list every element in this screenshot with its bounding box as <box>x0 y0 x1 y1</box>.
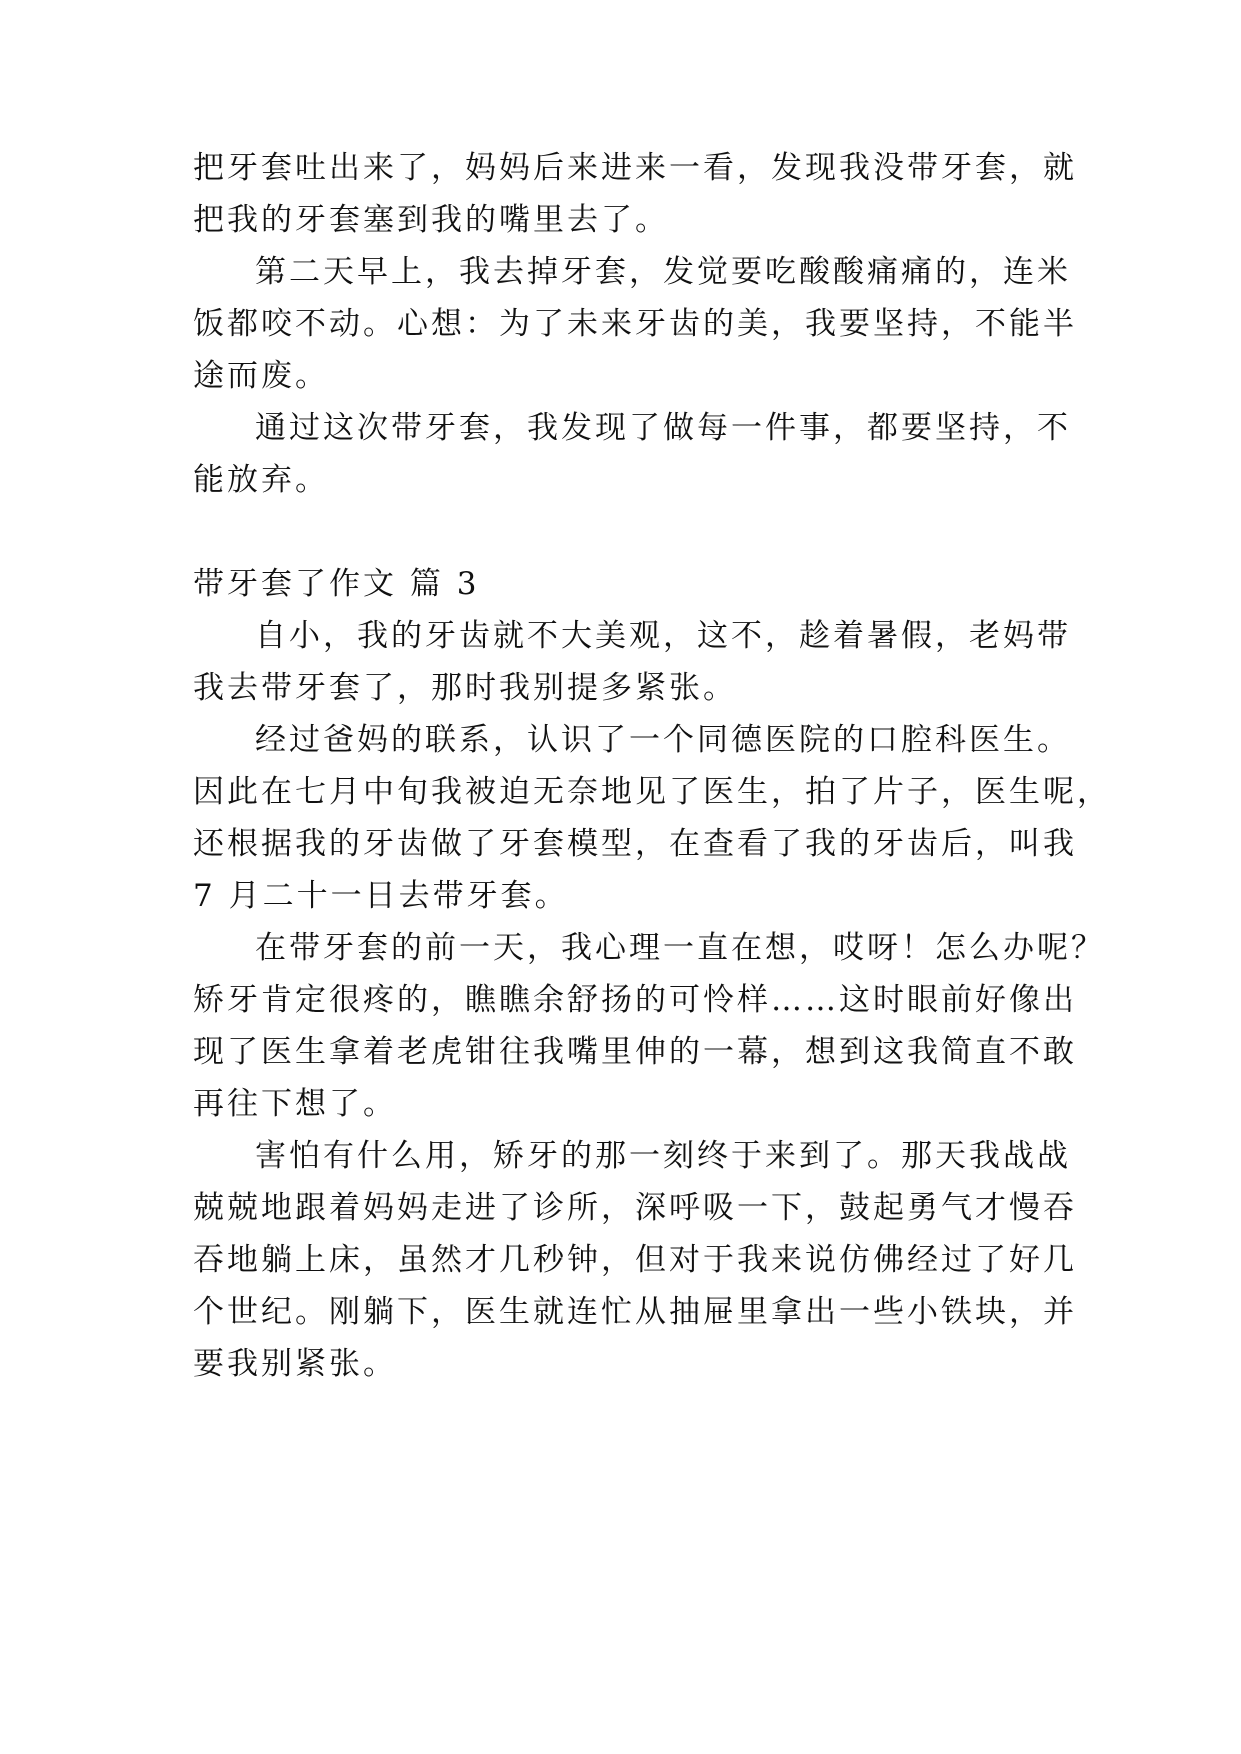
text-line: 再往下想了。 <box>193 1086 397 1122</box>
paragraph-start-line: 自小，我的牙齿就不大美观，这不，趁着暑假，老妈带 <box>255 618 1071 654</box>
text-line: 还根据我的牙齿做了牙套模型，在查看了我的牙齿后，叫我 <box>193 826 1077 862</box>
text-line: 因此在七月中旬我被迫无奈地见了医生，拍了片子，医生呢， <box>193 774 1111 810</box>
text-line: 把我的牙套塞到我的嘴里去了。 <box>193 202 669 238</box>
section-title: 带牙套了作文 篇 3 <box>193 566 480 602</box>
paragraph-start-line: 在带牙套的前一天，我心理一直在想，哎呀！怎么办呢？ <box>255 930 1105 966</box>
text-line: 兢兢地跟着妈妈走进了诊所，深呼吸一下，鼓起勇气才慢吞 <box>193 1190 1077 1226</box>
text-line: 饭都咬不动。心想：为了未来牙齿的美，我要坚持，不能半 <box>193 306 1077 342</box>
text-line: 要我别紧张。 <box>193 1346 397 1382</box>
paragraph-start-line: 第二天早上，我去掉牙套，发觉要吃酸酸痛痛的，连米 <box>255 254 1071 290</box>
paragraph-start-line: 经过爸妈的联系，认识了一个同德医院的口腔科医生。 <box>255 722 1071 758</box>
text-line: 吞地躺上床，虽然才几秒钟，但对于我来说仿佛经过了好几 <box>193 1242 1077 1278</box>
text-line: 我去带牙套了，那时我别提多紧张。 <box>193 670 737 706</box>
text-line: 现了医生拿着老虎钳往我嘴里伸的一幕，想到这我简直不敢 <box>193 1034 1077 1070</box>
text-line: 能放弃。 <box>193 462 329 498</box>
text-line: 途而废。 <box>193 358 329 394</box>
text-line: 把牙套吐出来了，妈妈后来进来一看，发现我没带牙套，就 <box>193 150 1077 186</box>
text-line: 矫牙肯定很疼的，瞧瞧余舒扬的可怜样……这时眼前好像出 <box>193 982 1077 1018</box>
paragraph-start-line: 害怕有什么用，矫牙的那一刻终于来到了。那天我战战 <box>255 1138 1071 1174</box>
text-line: 7 月二十一日去带牙套。 <box>193 878 569 914</box>
text-line: 个世纪。刚躺下，医生就连忙从抽屉里拿出一些小铁块，并 <box>193 1294 1077 1330</box>
paragraph-start-line: 通过这次带牙套，我发现了做每一件事，都要坚持，不 <box>255 410 1071 446</box>
